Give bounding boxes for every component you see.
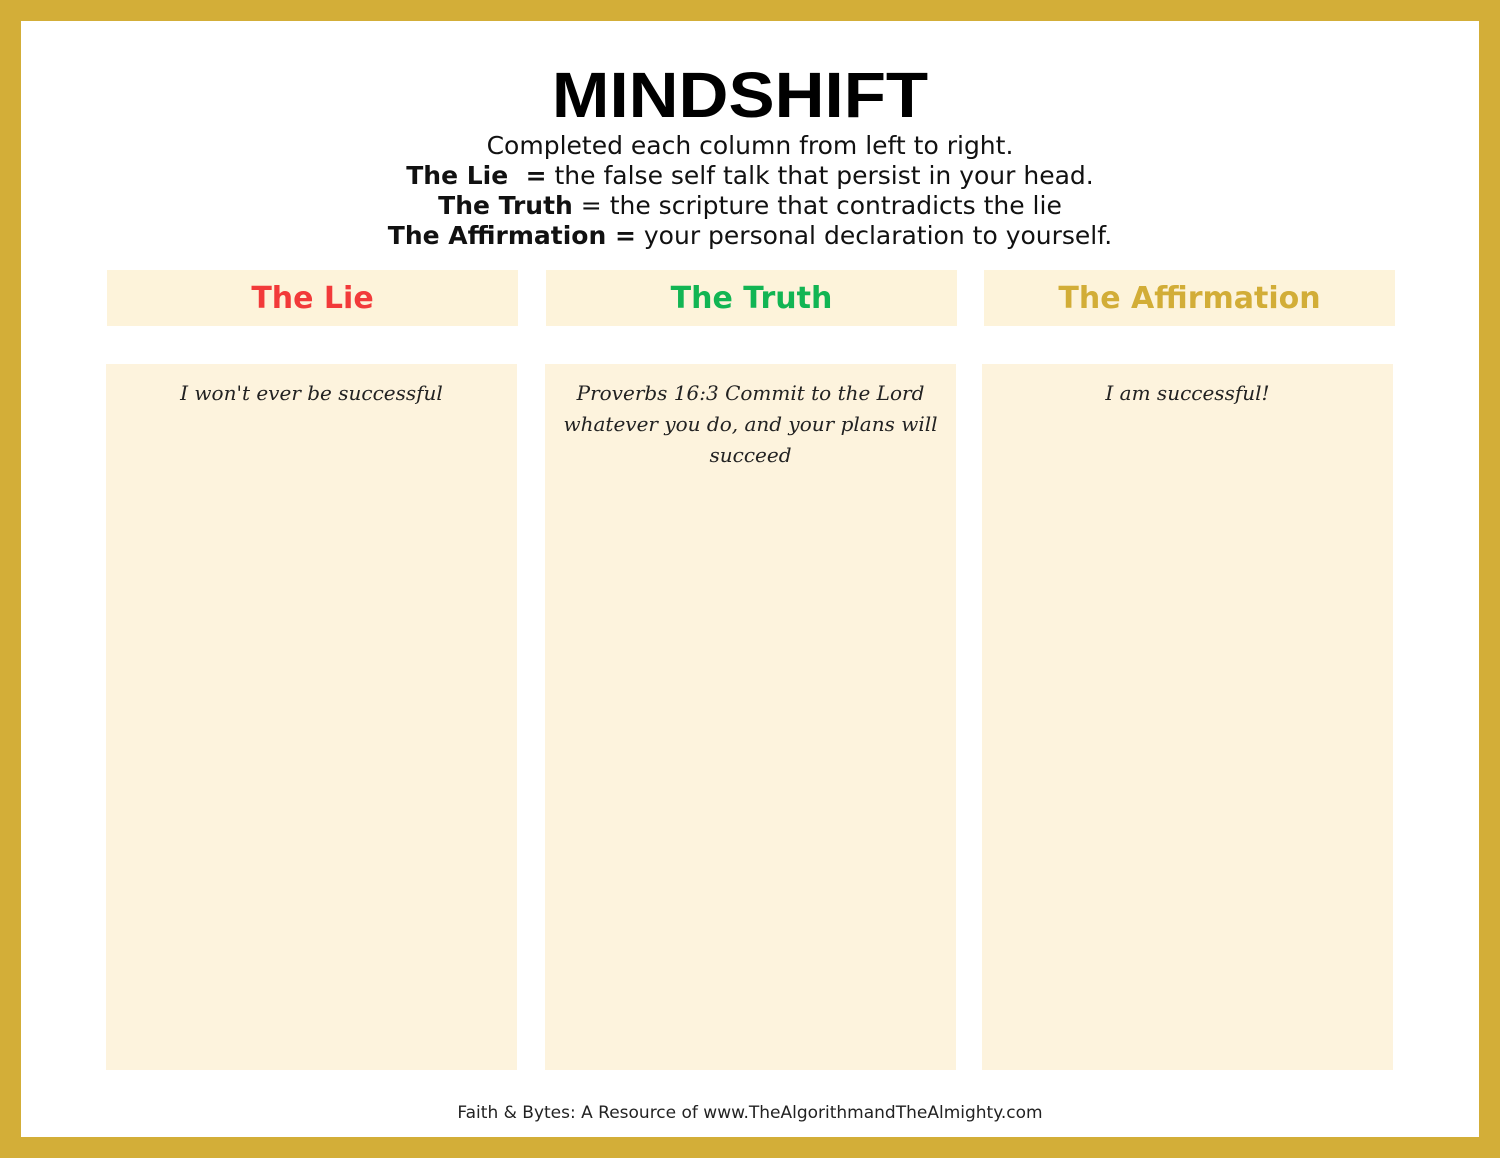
lie-entry: I won't ever be successful — [180, 381, 443, 405]
affirmation-definition: your personal declaration to yourself. — [635, 221, 1113, 250]
instructions-truth — [0, 191, 1500, 221]
footer-credit: Faith & Bytes: A Resource of www.TheAlgorithmandTheAlmighty.com — [457, 1103, 1043, 1123]
column-heading-truth: The Truth — [546, 270, 957, 326]
lie-term: The Lie = — [406, 161, 547, 190]
column-heading-lie: The Lie — [107, 270, 518, 326]
instructions — [0, 131, 1500, 251]
column-body-truth[interactable] — [545, 364, 956, 1070]
instructions-affirmation — [0, 221, 1500, 251]
instructions-intro: Completed each column from left to right. — [486, 131, 1014, 160]
column-body-affirmation[interactable] — [982, 364, 1393, 1070]
column-body-lie[interactable] — [106, 364, 517, 1070]
page-title: MINDSHIFT — [551, 59, 929, 131]
instructions-lie — [0, 161, 1500, 191]
affirmation-entry: I am successful! — [1105, 381, 1270, 405]
lie-definition: the false self talk that persist in your head. — [546, 161, 1094, 190]
truth-entry: Proverbs 16:3 Commit to the Lord whatever you do, and your plans will succeed — [563, 381, 938, 467]
affirmation-term: The Affirmation = — [387, 221, 636, 250]
truth-definition: = the scripture that contradicts the lie — [572, 191, 1062, 220]
truth-term: The Truth — [438, 191, 573, 220]
column-heading-affirmation: The Affirmation — [984, 270, 1395, 326]
